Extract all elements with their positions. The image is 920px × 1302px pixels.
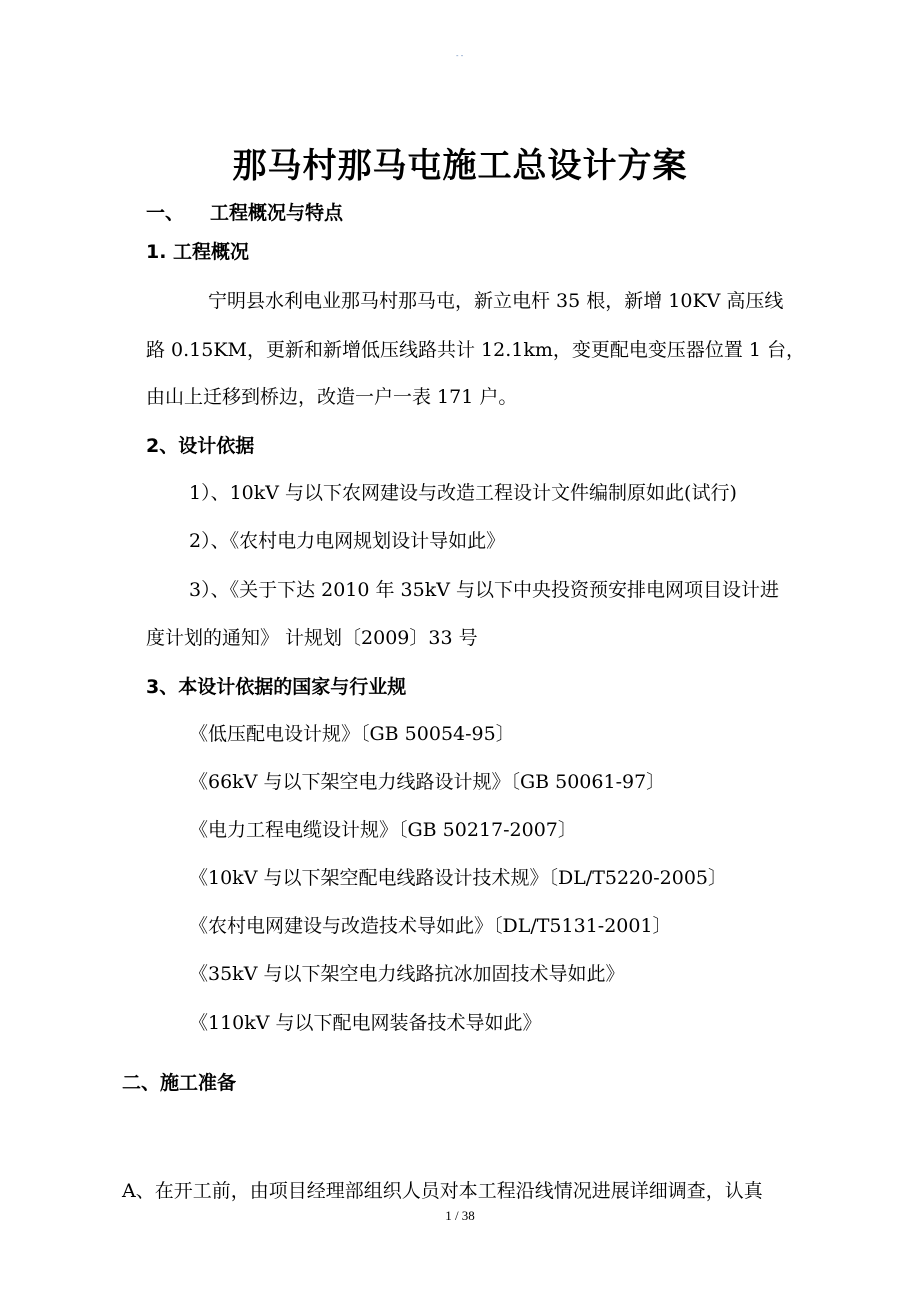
basis-item-1: 1）、10kV 与以下农网建设与改造工程设计文件编制原如此(试行): [189, 482, 737, 504]
header-mark: - -: [456, 52, 464, 60]
standard-item: 《电力工程电缆设计规》〔GB 50217-2007〕: [189, 819, 577, 841]
section-2-heading: 二、施工准备: [122, 1072, 237, 1094]
standard-item: 《110kV 与以下配电网装备技术导如此》: [189, 1012, 542, 1034]
section-1-number: 一、: [146, 202, 185, 224]
standard-item: 《35kV 与以下架空电力线路抗冰加固技术导如此》: [189, 963, 625, 985]
overview-line-1: 宁明县水利电业那马村那马屯，新立电杆 35 根，新增 10KV 高压线: [208, 290, 784, 312]
standard-item: 《低压配电设计规》〔GB 50054-95〕: [189, 723, 515, 745]
basis-item-2: 2）、《农村电力电网规划设计导如此》: [189, 530, 506, 552]
subsection-2-heading: 2、设计依据: [146, 435, 255, 457]
basis-item-3: 3）、《关于下达 2010 年 35kV 与以下中央投资预安排电网项目设计进: [189, 579, 780, 601]
standard-item: 《66kV 与以下架空电力线路设计规》〔GB 50061-97〕: [189, 771, 666, 793]
basis-item-3-cont: 度计划的通知》 计规划〔2009〕33 号: [146, 627, 478, 649]
subsection-1-heading: 1. 工程概况: [146, 241, 250, 263]
standard-item: 《10kV 与以下架空配电线路设计技术规》〔DL/T5220-2005〕: [189, 867, 728, 889]
overview-line-2: 路 0.15KM，更新和新增低压线路共计 12.1km，变更配电变压器位置 1 台，: [146, 339, 806, 361]
page-number: 1 / 38: [445, 1208, 475, 1223]
paragraph-a: A、在开工前，由项目经理部组织人员对本工程沿线情况进展详细调查，认真: [122, 1180, 763, 1202]
standard-item: 《农村电网建设与改造技术导如此》〔DL/T5131-2001〕: [189, 915, 672, 937]
document-title: 那马村那马屯施工总设计方案: [232, 146, 688, 186]
overview-line-3: 由山上迁移到桥边，改造一户一表 171 户。: [146, 386, 518, 408]
subsection-3-heading: 3、本设计依据的国家与行业规: [146, 676, 407, 698]
section-1-heading: 工程概况与特点: [210, 202, 344, 224]
